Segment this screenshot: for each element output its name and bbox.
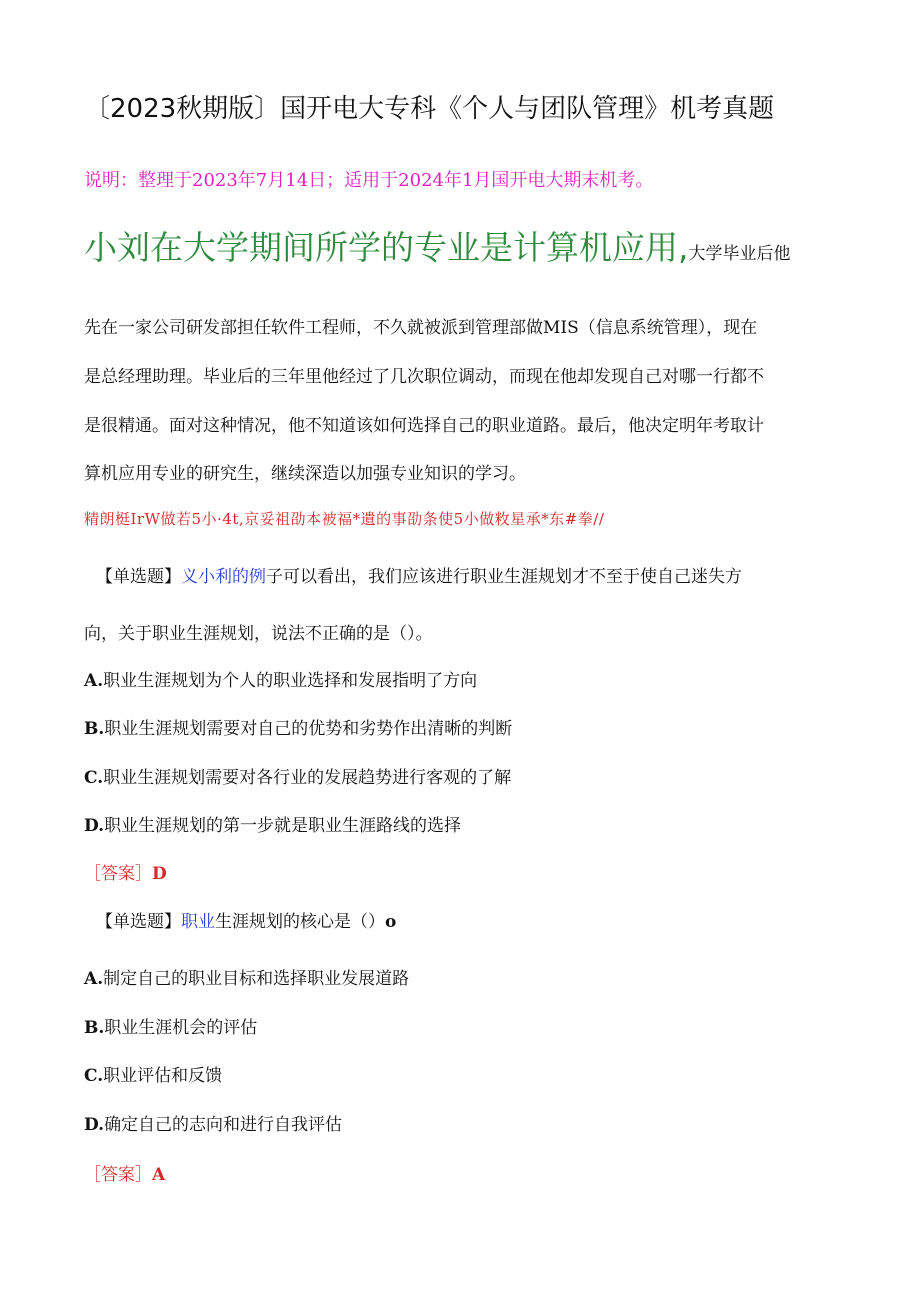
q2-option-a — [84, 964, 844, 989]
note-line: 说明：整理于2023年7月14日；适用于2024年1月国开电大期末机考。 — [84, 170, 654, 191]
garbled-question-line: 精朗梃IrW做若5小·4t,京妥祖劭本被福*遺的事劭条使5小做敉星承*东#拳// — [84, 510, 605, 528]
case-heading-small: 大学毕业后他 — [688, 244, 791, 264]
q1-stem — [96, 562, 856, 587]
q1-option-c — [84, 763, 844, 788]
answer-label: ［答案］ — [84, 864, 152, 884]
q1-option-d — [84, 811, 844, 836]
case-heading-large: 小刘在大学期间所学的专业是计算机应用, — [84, 228, 689, 267]
case-line-4: 算机应用专业的研究生，继续深造以加强专业知识的学习。 — [84, 464, 526, 484]
option-letter: A. — [84, 671, 104, 691]
q2-blue-text: 职业 — [181, 912, 215, 932]
q2-option-d — [84, 1110, 844, 1135]
option-letter: C. — [84, 1066, 104, 1086]
option-text: 职业生涯规划需要对各行业的发展趋势进行客观的了解 — [103, 768, 512, 788]
answer-value: A — [152, 1165, 166, 1185]
q1-blue-text: 义小利的例 — [181, 567, 266, 587]
q2-tag: 【单选题】 — [96, 912, 181, 932]
q1-option-a — [84, 666, 844, 691]
document-title: 〔2023秋期版〕国开电大专科《个人与团队管理》机考真题 — [84, 94, 775, 124]
q2-option-b — [84, 1013, 844, 1038]
option-text: 制定自己的职业目标和选择职业发展道路 — [103, 969, 410, 989]
option-text: 职业生涯规划需要对自己的优势和劣势作出清晰的判断 — [104, 719, 513, 739]
case-line-2: 是总经理助理。毕业后的三年里他经过了几次职位调动，而现在他却发现自己对哪一行都不 — [84, 367, 764, 387]
q2-stem-end: o — [385, 912, 397, 932]
option-letter: B. — [84, 719, 105, 739]
case-line-3: 是很精通。面对这种情况，他不知道该如何选择自己的职业道路。最后，他决定明年考取计 — [84, 416, 764, 436]
answer-value: D — [152, 864, 167, 884]
option-letter: C. — [84, 768, 104, 788]
q2-option-c — [84, 1061, 844, 1086]
q1-option-b — [84, 714, 844, 739]
q2-answer — [84, 1160, 284, 1185]
option-letter: D. — [84, 1115, 105, 1135]
option-text: 职业生涯规划为个人的职业选择和发展指明了方向 — [103, 671, 478, 691]
case-line-1: 先在一家公司研发部担任软件工程师，不久就被派到管理部做MIS（信息系统管理），现在 — [84, 318, 758, 338]
q1-stem-line2: 向，关于职业生涯规划，说法不正确的是（）。 — [84, 624, 433, 644]
q1-answer — [84, 859, 284, 884]
option-text: 职业评估和反馈 — [103, 1066, 223, 1086]
case-heading — [84, 222, 844, 269]
q1-stem-rest: 子可以看出，我们应该进行职业生涯规划才不至于使自己迷失方 — [266, 567, 742, 587]
q2-stem — [96, 907, 856, 932]
option-letter: B. — [84, 1018, 105, 1038]
option-letter: A. — [84, 969, 104, 989]
answer-label: ［答案］ — [84, 1165, 152, 1185]
q2-stem-rest: 生涯规划的核心是（） — [215, 912, 385, 932]
option-letter: D. — [84, 816, 105, 836]
option-text: 职业生涯机会的评估 — [104, 1018, 258, 1038]
q1-tag: 【单选题】 — [96, 567, 181, 587]
option-text: 职业生涯规划的第一步就是职业生涯路线的选择 — [104, 816, 462, 836]
option-text: 确定自己的志向和进行自我评估 — [104, 1115, 343, 1135]
